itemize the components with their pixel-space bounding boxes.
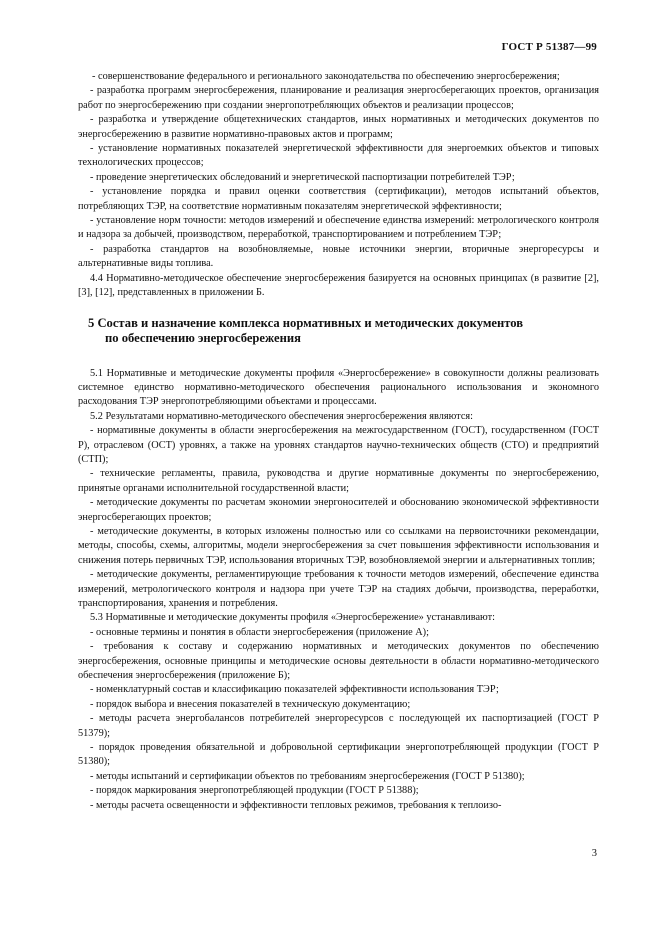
- list-item: - основные термины и понятия в области энергосбережения (приложение А);: [90, 626, 429, 638]
- list-item: - методические документы по расчетам экономии энергоносителей и обоснованию экономической эффективности энергосберегающих проектов;: [78, 497, 599, 523]
- list-item: - установление порядка и правил оценки соответствия (сертификации), методов испытаний объектов, потребляющих ТЭР, на соответствие нормативным показателям энергетической эффективности;: [78, 186, 599, 212]
- list-item: - порядок проведения обязательной и добровольной сертификации энергопотребляющей продукции (ГОСТ Р 51380);: [78, 742, 599, 768]
- list-item: - технические регламенты, правила, руководства и другие нормативные документы по энергосбережению, принятые органами исполнительной государственной власти;: [78, 468, 599, 494]
- page-number: 3: [591, 848, 597, 859]
- list-item: - методы расчета освещенности и эффективности тепловых режимов, требования к теплоизо-: [90, 799, 502, 811]
- list-item: - установление норм точности: методов измерений и обеспечение единства измерений: метрологического контроля и надзора за добычей, производством, переработкой, транспортированием и потреблением ТЭР;: [78, 215, 599, 241]
- clause-4-4: 4.4 Нормативно-методическое обеспечение энергосбережения базируется на основных принципах (в развитие [2], [3], [12], представленных в приложении Б.: [78, 272, 599, 299]
- list-item: - номенклатурный состав и классификацию показателей эффективности использования ТЭР;: [90, 684, 499, 696]
- list-item: - методические документы, в которых изложены полностью или со ссылками на первоисточники рекомендации, методы, способы, схемы, алгоритмы, модели энергосбережения за счет повышения эффективности использования и снижения потерь первичных ТЭР, использования вторичных ТЭР, возобновляемой энергии и альтернативных топлив;: [78, 525, 599, 566]
- list-item: - порядок выбора и внесения показателей в техническую документацию;: [90, 698, 411, 710]
- clause-5-1: 5.1 Нормативные и методические документы профиля «Энергосбережение» в совокупности должны реализовать системное единство нормативно-методического обеспечения рационального использования и экономного расходования ТЭР энергопотребляющими объектами и процессами.: [78, 367, 599, 408]
- document-header: ГОСТ Р 51387—99: [501, 41, 597, 53]
- section-5-heading-line2: по обеспечению энергосбережения: [105, 330, 301, 345]
- list-item: - установление нормативных показателей энергетической эффективности для энергоемких объектов и типовых технологических процессов;: [78, 143, 599, 169]
- section-5-heading: [88, 316, 599, 346]
- list-item: - методы испытаний и сертификации объектов по требованиям энергосбережения (ГОСТ Р 51380);: [90, 770, 525, 782]
- list-item: - порядок маркирования энергопотребляющей продукции (ГОСТ Р 51388);: [90, 785, 419, 797]
- section-5-heading-line1: 5 Состав и назначение комплекса нормативных и методических документов: [88, 315, 524, 330]
- list-item: - совершенствование федерального и регионального законодательства по обеспечению энергосбережения;: [92, 71, 560, 82]
- list-item: - разработка и утверждение общетехнических стандартов, иных нормативных и методических документов по энергосбережению в развитие нормативно-правовых актов и программ;: [78, 114, 599, 140]
- clause-5-2: 5.2 Результатами нормативно-методического обеспечения энергосбережения являются:: [90, 410, 473, 422]
- clause-5-3: 5.3 Нормативные и методические документы профиля «Энергосбережение» устанавливают:: [90, 612, 495, 624]
- list-item: - методы расчета энергобалансов потребителей энергоресурсов с последующей их паспортизацией (ГОСТ Р 51379);: [78, 713, 599, 739]
- list-item: - разработка программ энергосбережения, планирование и реализация энергосберегающих проектов, организация работ по энергосбережению при создании энергопотребляющих объектов и реализации процессов;: [78, 85, 599, 111]
- list-item: - разработка стандартов на возобновляемые, новые источники энергии, вторичные энергоресурсы и альтернативные виды топлива.: [78, 243, 599, 270]
- list-item: - методические документы, регламентирующие требования к точности методов измерений, обеспечение единства измерений, метрологического контроля и надзора при учете ТЭР на стадиях добычи, производства, переработки, транспортирования, хранения и потребления.: [78, 569, 599, 609]
- list-item: - нормативные документы в области энергосбережения на межгосударственном (ГОСТ), государственном (ГОСТ Р), отраслевом (ОСТ) уровнях, а также на уровнях стандартов научно-технических обществ (СТО) и предприятий (СТП);: [78, 425, 599, 465]
- page-body: [78, 70, 599, 813]
- list-item: - проведение энергетических обследований и энергетической паспортизации потребителей ТЭР;: [90, 171, 515, 183]
- list-item: - требования к составу и содержанию нормативных и методических документов по обеспечению энергосбережения, основные принципы и методические основы деятельности в области нормативно-методического обеспечения энергосбережения (приложение Б);: [78, 641, 599, 682]
